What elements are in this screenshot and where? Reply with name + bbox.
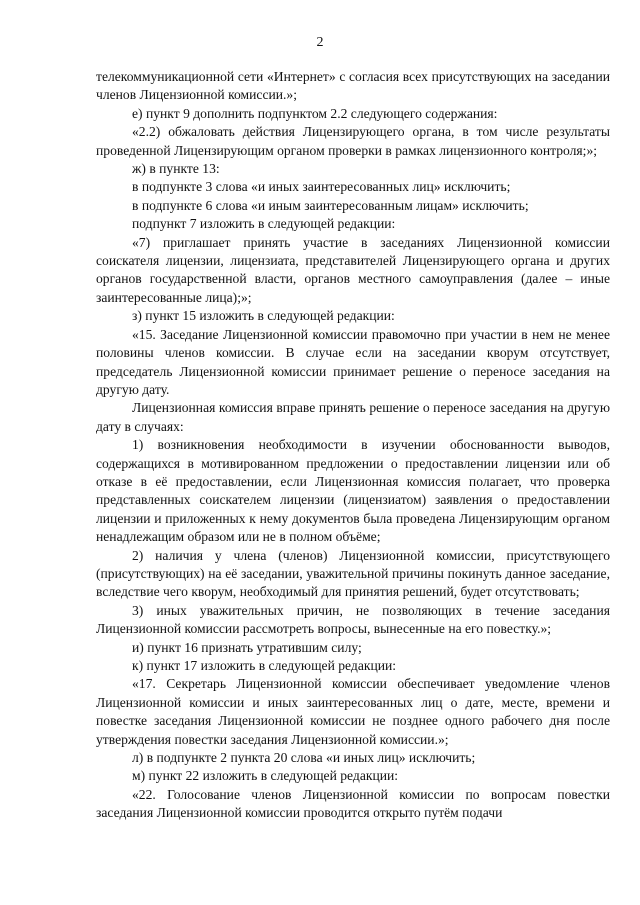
paragraph-postpone: Лицензионная комиссия вправе принять решение о переносе заседания на другую дату в случаях: <box>96 400 610 434</box>
paragraph-item-m: м) пункт 22 изложить в следующей редакции: <box>132 768 399 784</box>
paragraph-case-1: 1) возникновения необходимости в изучении обоснованности выводов, содержащихся в мотивированном предложении о предоставлении лицензии или об отказе в её предоставлении, если Лицензионная комиссия полагает, что проверка представленных соискателем лицензии (лицензиатом) заявления о предоставлении лицензии и приложенных к нему документов была проведена Лицензирующим органом ненадлежащим образом или не в полном объёме; <box>96 437 610 545</box>
paragraph-quote-7: «7) приглашает принять участие в заседаниях Лицензионной комиссии соискателя лицензии, лицензиата, представителей Лицензирующего органа и других органов государственной власти, органов местного самоуправления (далее – иные заинтересованные лица);»; <box>96 234 610 305</box>
document-body <box>96 68 610 823</box>
paragraph-item-k: к) пункт 17 изложить в следующей редакции: <box>132 658 397 673</box>
paragraph-item-l: л) в подпункте 2 пункта 20 слова «и иных лиц» исключить; <box>132 750 476 766</box>
paragraph-item-e: е) пункт 9 дополнить подпунктом 2.2 следующего содержания: <box>132 105 498 121</box>
page-number: 2 <box>316 35 324 50</box>
paragraph-quote-22: «22. Голосование членов Лицензионной комиссии по вопросам повестки заседания Лицензионной комиссии проводится открыто путём подачи <box>96 786 610 821</box>
paragraph-subitem-6: в подпункте 6 слова «и иным заинтересованным лицам» исключить; <box>132 197 529 213</box>
paragraph-case-3: 3) иных уважительных причин, не позволяющих в течение заседания Лицензионной комиссии рассмотреть вопросы, вынесенные на его повестку.»; <box>96 602 610 637</box>
paragraph-subitem-7: подпункт 7 изложить в следующей редакции: <box>132 216 396 232</box>
paragraph-item-z: з) пункт 15 изложить в следующей редакции: <box>132 308 395 324</box>
paragraph-quote-2-2: «2.2) обжаловать действия Лицензирующего органа, в том числе результаты проведенной Лицензирующим органом проверки в рамках лицензионного контроля;»; <box>96 124 610 158</box>
paragraph-item-i: и) пункт 16 признать утратившим силу; <box>132 639 362 655</box>
paragraph-case-2: 2) наличия у члена (членов) Лицензионной комиссии, присутствующего (присутствующих) на её заседании, уважительной причины покинуть данное заседание, вследствие чего кворум, необходимый для принятия решений, будет отсутствовать; <box>96 547 610 600</box>
paragraph-item-zh: ж) в пункте 13: <box>132 161 220 177</box>
paragraph-quote-17: «17. Секретарь Лицензионной комиссии обеспечивает уведомление членов Лицензионной комиссии и иных заинтересованных лиц о дате, месте, времени и повестке заседания Лицензионной комиссии не позднее одного рабочего дня после утверждения повестки заседания Лицензионной комиссии.»; <box>96 676 610 747</box>
paragraph-subitem-3: в подпункте 3 слова «и иных заинтересованных лиц» исключить; <box>132 179 511 195</box>
paragraph-continuation: телекоммуникационной сети «Интернет» с согласия всех присутствующих на заседании членов Лицензионной комиссии.»; <box>96 69 610 103</box>
paragraph-quote-15: «15. Заседание Лицензионной комиссии правомочно при участии в нем не менее половины членов комиссии. В случае если на заседании кворум отсутствует, председатель Лицензионной комиссии принимает решение о переносе заседания на другую дату. <box>96 326 610 397</box>
